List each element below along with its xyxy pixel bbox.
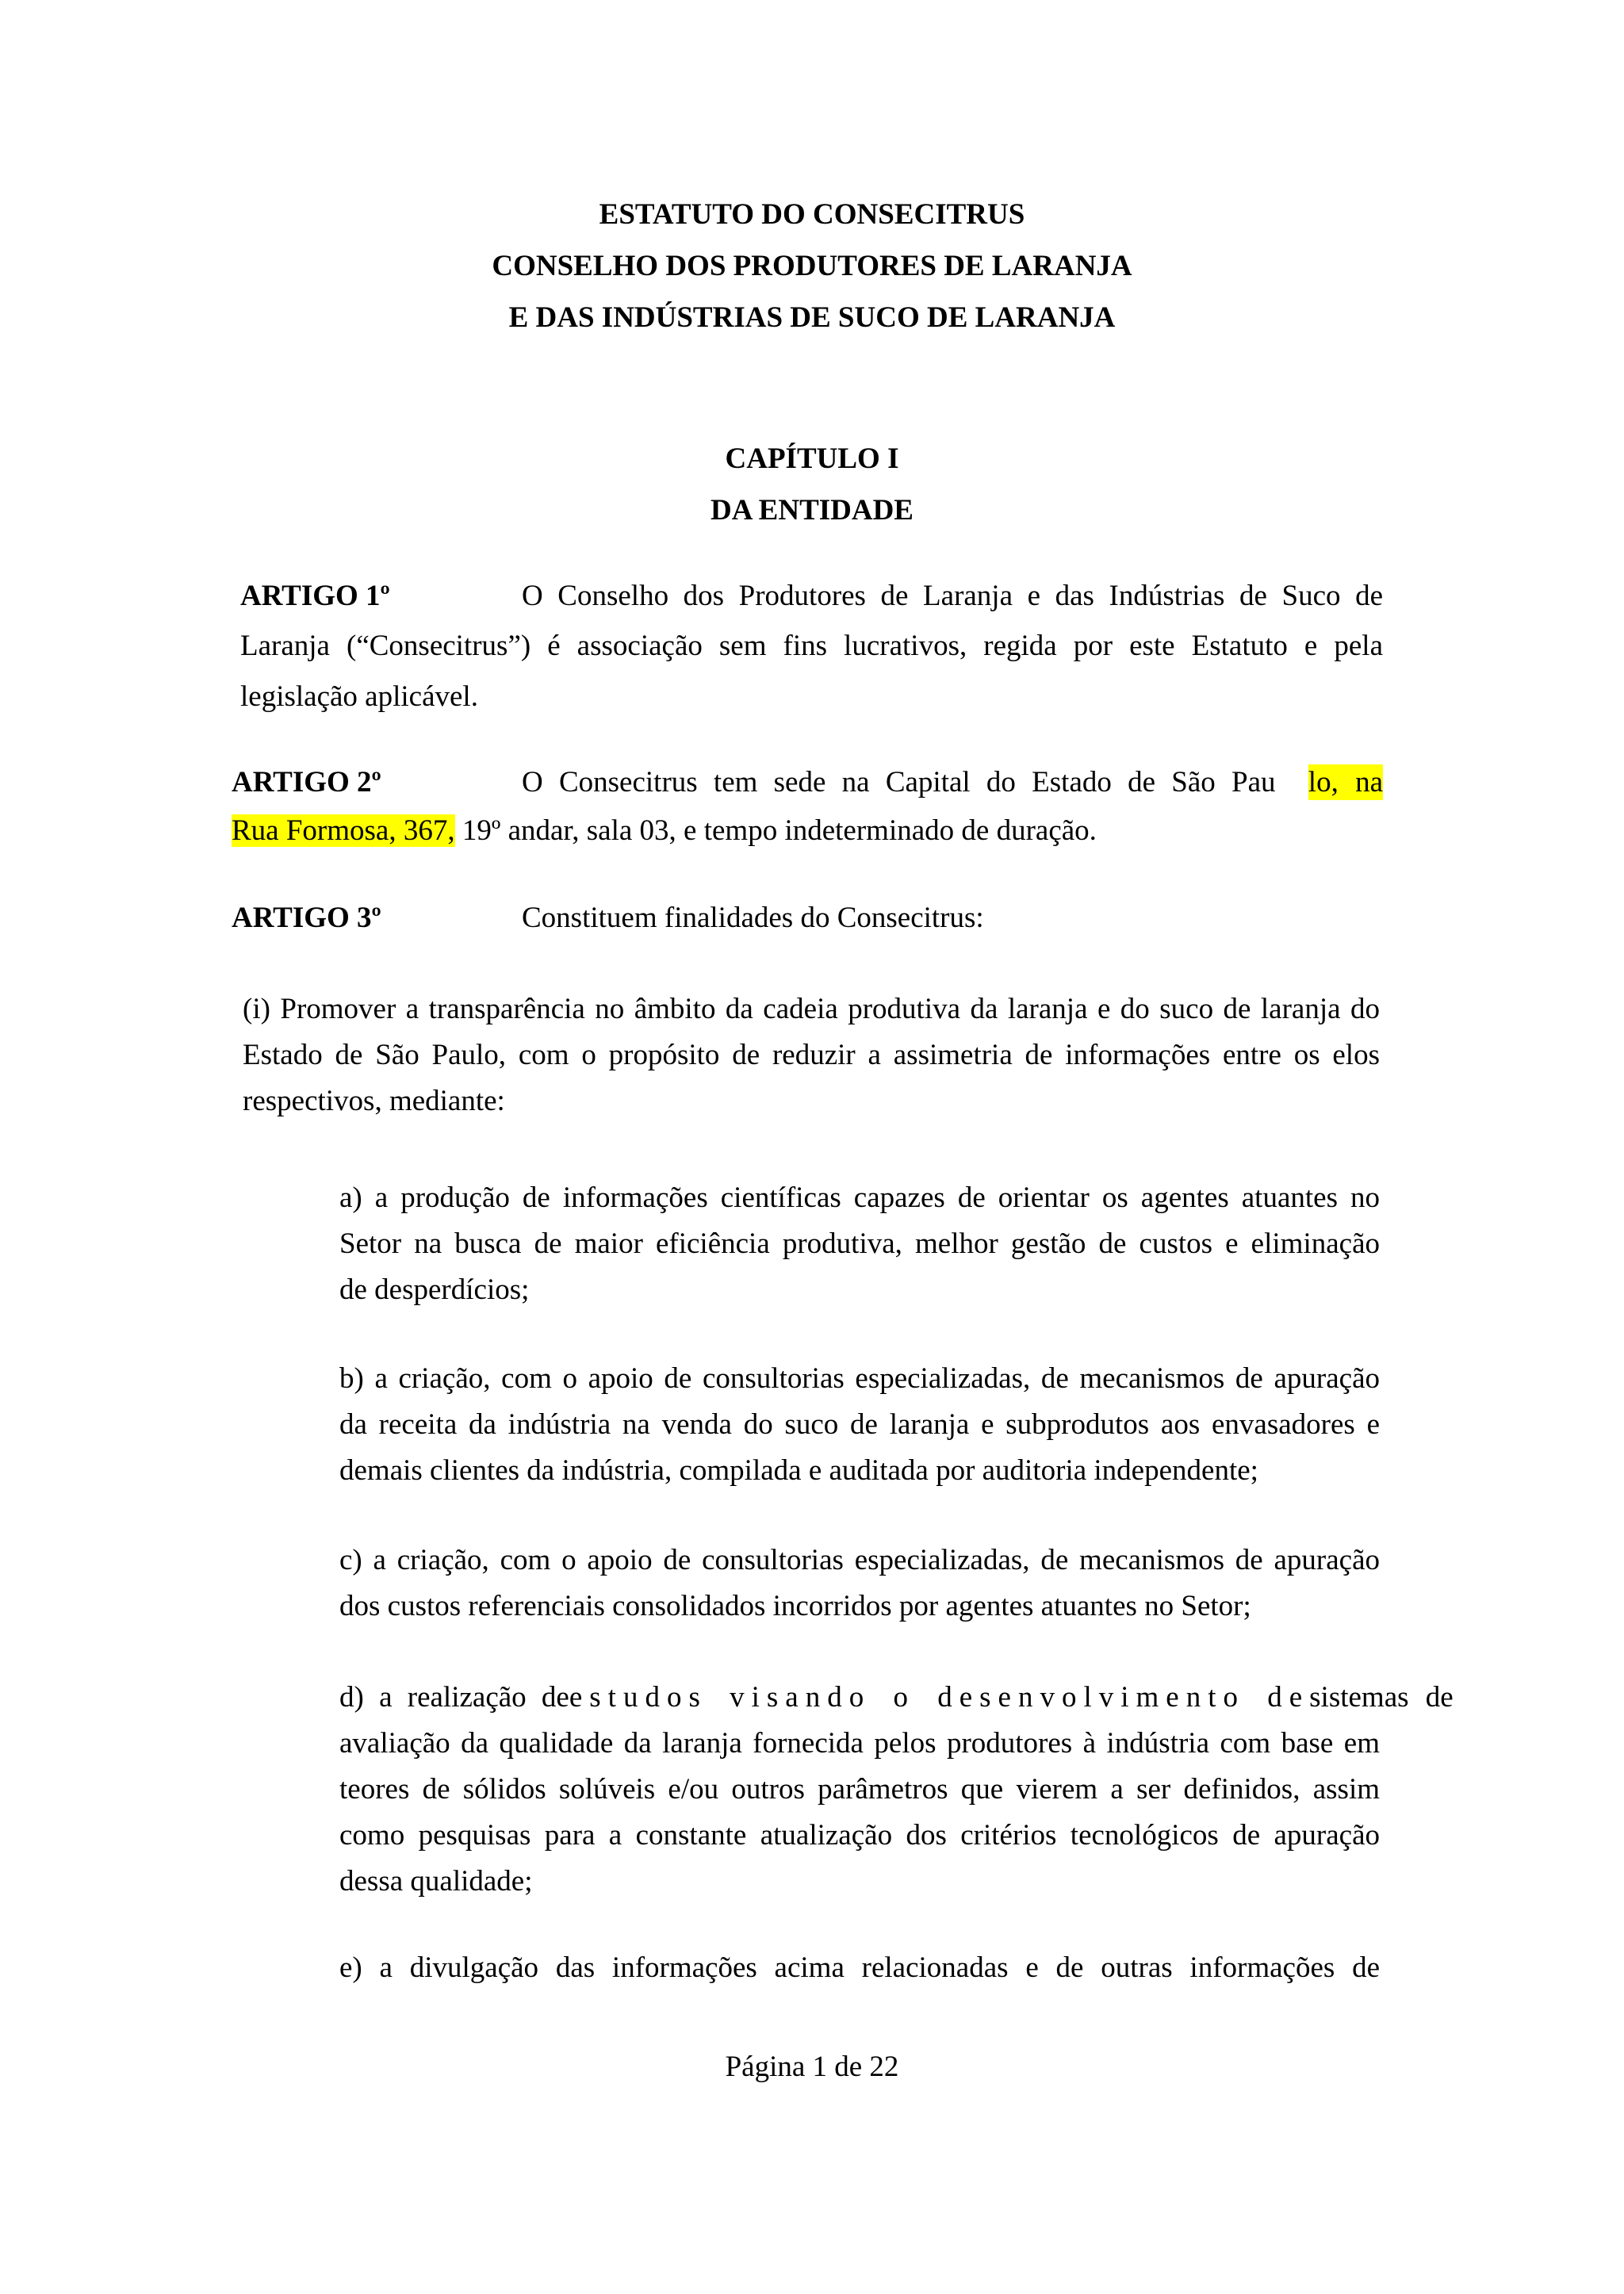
- title-line-2: CONSELHO DOS PRODUTORES DE LARANJA: [492, 250, 1132, 282]
- article-2-label: ARTIGO 2º: [232, 766, 381, 798]
- item-a-line-1: a) a produção de informações científicas capazes de orientar os agentes atuantes no: [339, 1181, 1380, 1214]
- chapter-heading: [0, 433, 1624, 536]
- item-e-line-1: e) a divulgação das informações acima relacionadas e de outras informações de: [339, 1951, 1380, 1984]
- item-i-line-2: Estado de São Paulo, com o propósito de reduzir a assimetria de informações entre os elos: [243, 1039, 1380, 1071]
- item-d-line-3: teores de sólidos solúveis e/ou outros parâmetros que vierem a ser definidos, assim: [339, 1773, 1380, 1806]
- item-d-line-1-a: d) a realização de: [339, 1681, 569, 1714]
- article-2-line-1-a: O Consecitrus tem sede na Capital do Estado de São Pau: [522, 766, 1276, 798]
- article-3-label: ARTIGO 3º: [232, 902, 381, 934]
- title-line-3: E DAS INDÚSTRIAS DE SUCO DE LARANJA: [508, 301, 1116, 334]
- article-2-highlight-2: Rua Formosa, 367,: [232, 814, 455, 847]
- item-i-line-3: respectivos, mediante:: [243, 1085, 505, 1117]
- article-2-line-2: [232, 813, 1097, 848]
- item-d-line-4: como pesquisas para a constante atualização dos critérios tecnológicos de apuração: [339, 1819, 1380, 1852]
- article-1-line-3: legislação aplicável.: [240, 680, 478, 713]
- item-d-line-1: [339, 1679, 1454, 1715]
- item-d-line-1-spaced: estudos visando o desenvolvimento de: [569, 1681, 1310, 1714]
- item-b-line-2: da receita da indústria na venda do suco de laranja e subprodutos aos envasadores e: [339, 1408, 1380, 1441]
- item-a-line-3: de desperdícios;: [339, 1273, 530, 1306]
- article-1-line-1: O Conselho dos Produtores de Laranja e das Indústrias de Suco de: [522, 580, 1383, 612]
- page-number: Página 1 de 22: [725, 2051, 899, 2083]
- document-title: [0, 189, 1624, 343]
- article-2-highlight-1: lo, na: [1308, 766, 1383, 798]
- title-line-1: ESTATUTO DO CONSECITRUS: [599, 198, 1025, 231]
- article-2-line-1-text: [522, 764, 1308, 800]
- article-2-line-2-b: 19º andar, sala 03, e tempo indeterminado de duração.: [454, 814, 1097, 847]
- item-d-line-1-b: sistemas de: [1309, 1681, 1454, 1714]
- item-c-line-2: dos custos referenciais consolidados incorridos por agentes atuantes no Setor;: [339, 1590, 1251, 1622]
- article-2-line-1: [522, 764, 1383, 800]
- article-3-text: Constituem finalidades do Consecitrus:: [522, 902, 984, 934]
- item-d-line-5: dessa qualidade;: [339, 1865, 533, 1898]
- item-b-line-3: demais clientes da indústria, compilada e auditada por auditoria independente;: [339, 1454, 1258, 1487]
- item-b-line-1: b) a criação, com o apoio de consultorias especializadas, de mecanismos de apuração: [339, 1362, 1380, 1395]
- item-i-line-1: (i) Promover a transparência no âmbito da cadeia produtiva da laranja e do suco de laranja do: [243, 993, 1380, 1025]
- chapter-number: CAPÍTULO I: [725, 442, 899, 475]
- article-1-label: ARTIGO 1º: [240, 580, 390, 612]
- article-1-line-2: Laranja (“Consecitrus”) é associação sem fins lucrativos, regida por este Estatuto e pela: [240, 630, 1383, 662]
- chapter-name: DA ENTIDADE: [710, 494, 914, 527]
- item-c-line-1: c) a criação, com o apoio de consultorias especializadas, de mecanismos de apuração: [339, 1544, 1380, 1576]
- item-a-line-2: Setor na busca de maior eficiência produtiva, melhor gestão de custos e eliminação: [339, 1227, 1380, 1260]
- item-d-line-2: avaliação da qualidade da laranja fornecida pelos produtores à indústria com base em: [339, 1727, 1380, 1760]
